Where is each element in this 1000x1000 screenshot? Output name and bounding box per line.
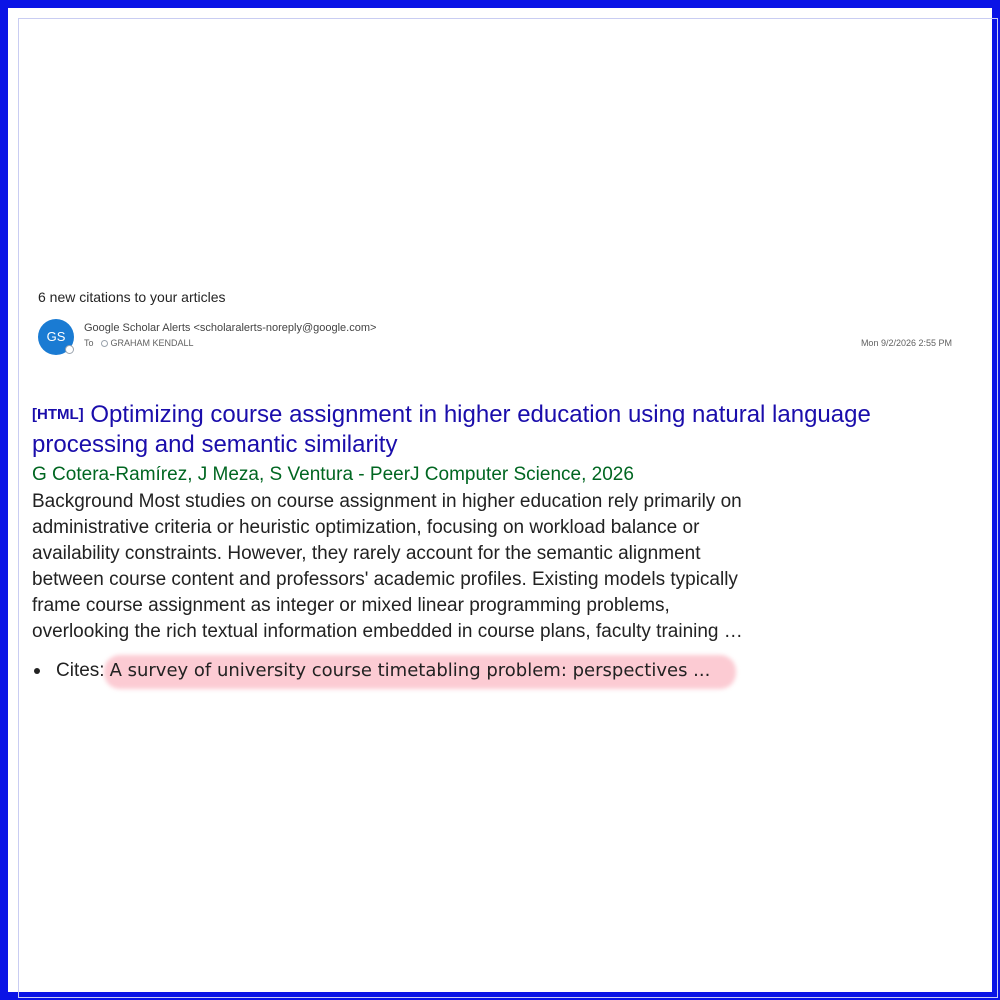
sender-avatar[interactable]: GS bbox=[38, 319, 74, 355]
sender-name[interactable]: Google Scholar Alerts <scholaralerts-noreply@google.com> bbox=[84, 322, 377, 334]
format-tag[interactable]: [HTML] bbox=[32, 406, 84, 423]
result-authors-source: G Cotera-Ramírez, J Meza, S Ventura - PeerJ Computer Science, 2026 bbox=[32, 464, 634, 485]
snippet-line: overlooking the rich textual information embedded in course plans, faculty training … bbox=[32, 621, 743, 642]
recipient-name[interactable]: GRAHAM KENDALL bbox=[110, 338, 194, 348]
result-snippet bbox=[32, 489, 812, 645]
snippet-line: availability constraints. However, they rarely account for the semantic alignment bbox=[32, 543, 701, 564]
snippet-line: frame course assignment as integer or mixed linear programming problems, bbox=[32, 595, 670, 616]
recipient-presence-icon bbox=[101, 340, 108, 347]
cites-link-text[interactable]: A survey of university course timetabling problem: perspectives ... bbox=[109, 660, 711, 681]
to-label: To bbox=[84, 338, 94, 348]
snippet-line: administrative criteria or heuristic optimization, focusing on workload balance or bbox=[32, 517, 700, 538]
snippet-line: between course content and professors' academic profiles. Existing models typically bbox=[32, 569, 738, 590]
presence-status-icon bbox=[65, 345, 74, 354]
bullet-icon bbox=[34, 668, 40, 674]
result-title bbox=[32, 400, 972, 460]
cites-link[interactable] bbox=[110, 658, 711, 684]
cites-label: Cites: bbox=[56, 660, 105, 681]
snippet-line: Background Most studies on course assignment in higher education rely primarily on bbox=[32, 491, 742, 512]
cites-item bbox=[32, 658, 710, 684]
email-date: Mon 9/2/2026 2:55 PM bbox=[860, 338, 952, 348]
recipient-line bbox=[84, 338, 194, 348]
email-subject: 6 new citations to your articles bbox=[38, 289, 226, 305]
result-title-link[interactable]: Optimizing course assignment in higher education using natural language processing and semantic similarity bbox=[32, 401, 871, 458]
